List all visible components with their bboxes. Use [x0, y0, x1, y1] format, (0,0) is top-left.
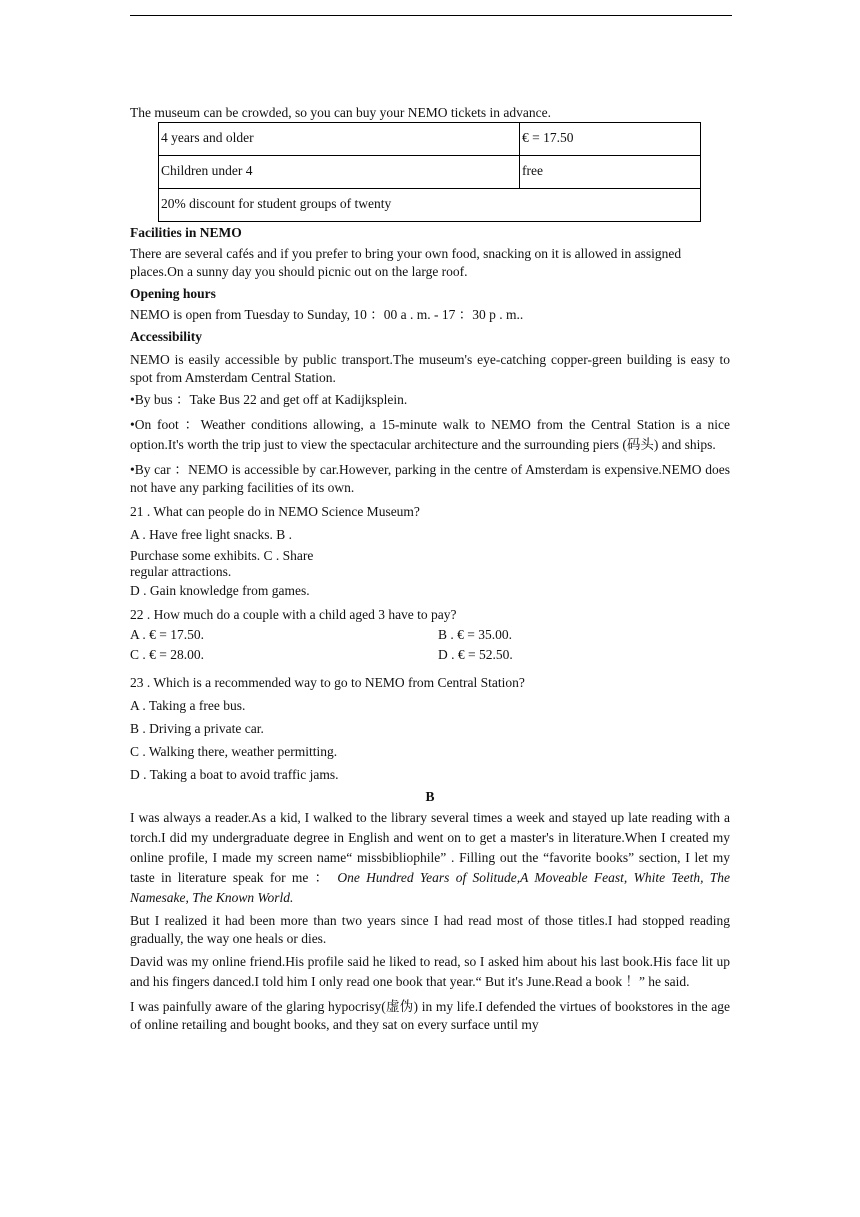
question-22-option-d: D . € = 52.50.: [438, 647, 513, 662]
hours-heading: Opening hours: [130, 286, 216, 301]
section-b-paragraph-4: I was painfully aware of the glaring hypocrisy(虚伪) in my life.I defended the virtues of bookstores in the age of online retailing and bought books, and they sat on every surface until my: [130, 999, 730, 1032]
question-23-option-b: B . Driving a private car.: [130, 721, 264, 736]
question-23-option-c: C . Walking there, weather permitting.: [130, 744, 338, 759]
table-row: [159, 189, 701, 222]
question-22-row-1: [130, 626, 730, 644]
price-value: € = 17.50: [520, 123, 701, 156]
table-row: [159, 156, 701, 189]
question-21-option-a: A . Have free light snacks. B .: [130, 527, 292, 542]
question-22-option-c: C . € = 28.00.: [130, 647, 204, 662]
intro-text: The museum can be crowded, so you can buy your NEMO tickets in advance.: [130, 105, 552, 120]
access-car: •By car ：NEMO is accessible by car.However, parking in the centre of Amsterdam is expensive.NEMO does not have any parking facilities of its own.: [130, 462, 730, 495]
section-b-paragraph-1: [130, 808, 730, 908]
question-22-option-a: A . € = 17.50.: [130, 627, 204, 642]
section-b-paragraph-3: David was my online friend.His profile said he liked to read, so I asked him about his last book.His face lit up and his fingers danced.I told him I only read one book that year.“ But it's June.Read a book ！” he said.: [130, 954, 730, 989]
question-22-option-b: B . € = 35.00.: [438, 627, 512, 642]
access-bus: •By bus ：Take Bus 22 and get off at Kadijksplein.: [130, 392, 408, 407]
access-text: NEMO is easily accessible by public transport.The museum's eye-catching copper-green building is easy to spot from Amsterdam Central Station.: [130, 352, 730, 385]
question-23-option-a: A . Taking a free bus.: [130, 698, 246, 713]
price-label: 4 years and older: [159, 123, 520, 156]
hours-text: NEMO is open from Tuesday to Sunday, 10 ：00 a . m. - 17 ：30 p . m..: [130, 307, 524, 322]
question-23-option-d: D . Taking a boat to avoid traffic jams.: [130, 767, 339, 782]
paragraph-1-text: I was always a reader.As a kid, I walked to the library several times a week and stayed up late reading with a torch.I did my undergraduate degree in English and went on to get a master's in literature.When I created my online profile, I made my screen name“ missbibliophile” . Filling out the “favorite books” section, I let my taste in literature speak for me ：: [130, 810, 730, 885]
book-titles: One Hundred Years of Solitude,A Moveable Feast, White Teeth, The Namesake, The Known World.: [130, 870, 731, 905]
question-23-stem: 23 . Which is a recommended way to go to NEMO from Central Station?: [130, 675, 525, 690]
section-b-paragraph-2: But I realized it had been more than two years since I had read most of those titles.I had stopped reading gradually, the way one heals or dies.: [130, 913, 730, 946]
price-label: Children under 4: [159, 156, 520, 189]
discount-cell: 20% discount for student groups of twenty: [159, 189, 701, 222]
price-value: free: [520, 156, 701, 189]
question-22-stem: 22 . How much do a couple with a child aged 3 have to pay?: [130, 607, 457, 622]
table-row: [159, 123, 701, 156]
question-22-row-2: [130, 646, 730, 664]
header-rule: [130, 15, 732, 16]
question-21-stem: 21 . What can people do in NEMO Science Museum?: [130, 504, 420, 519]
question-21-option-bc: Purchase some exhibits. C . Share regular attractions.: [130, 548, 314, 579]
question-21-option-d: D . Gain knowledge from games.: [130, 583, 310, 598]
access-foot: •On foot ：Weather conditions allowing, a 15-minute walk to NEMO from the Central Station is a nice option.It's worth the trip just to view the spectacular architecture and the surrounding piers (码头) and ships.: [130, 417, 730, 452]
facilities-heading: Facilities in NEMO: [130, 225, 242, 240]
price-table: [158, 122, 701, 222]
section-b-heading: B: [425, 789, 435, 804]
access-heading: Accessibility: [130, 329, 202, 344]
facilities-text: There are several cafés and if you prefer to bring your own food, snacking on it is allowed in assigned places.On a sunny day you should picnic out on the large roof.: [130, 246, 682, 279]
document-page: [130, 102, 730, 1034]
